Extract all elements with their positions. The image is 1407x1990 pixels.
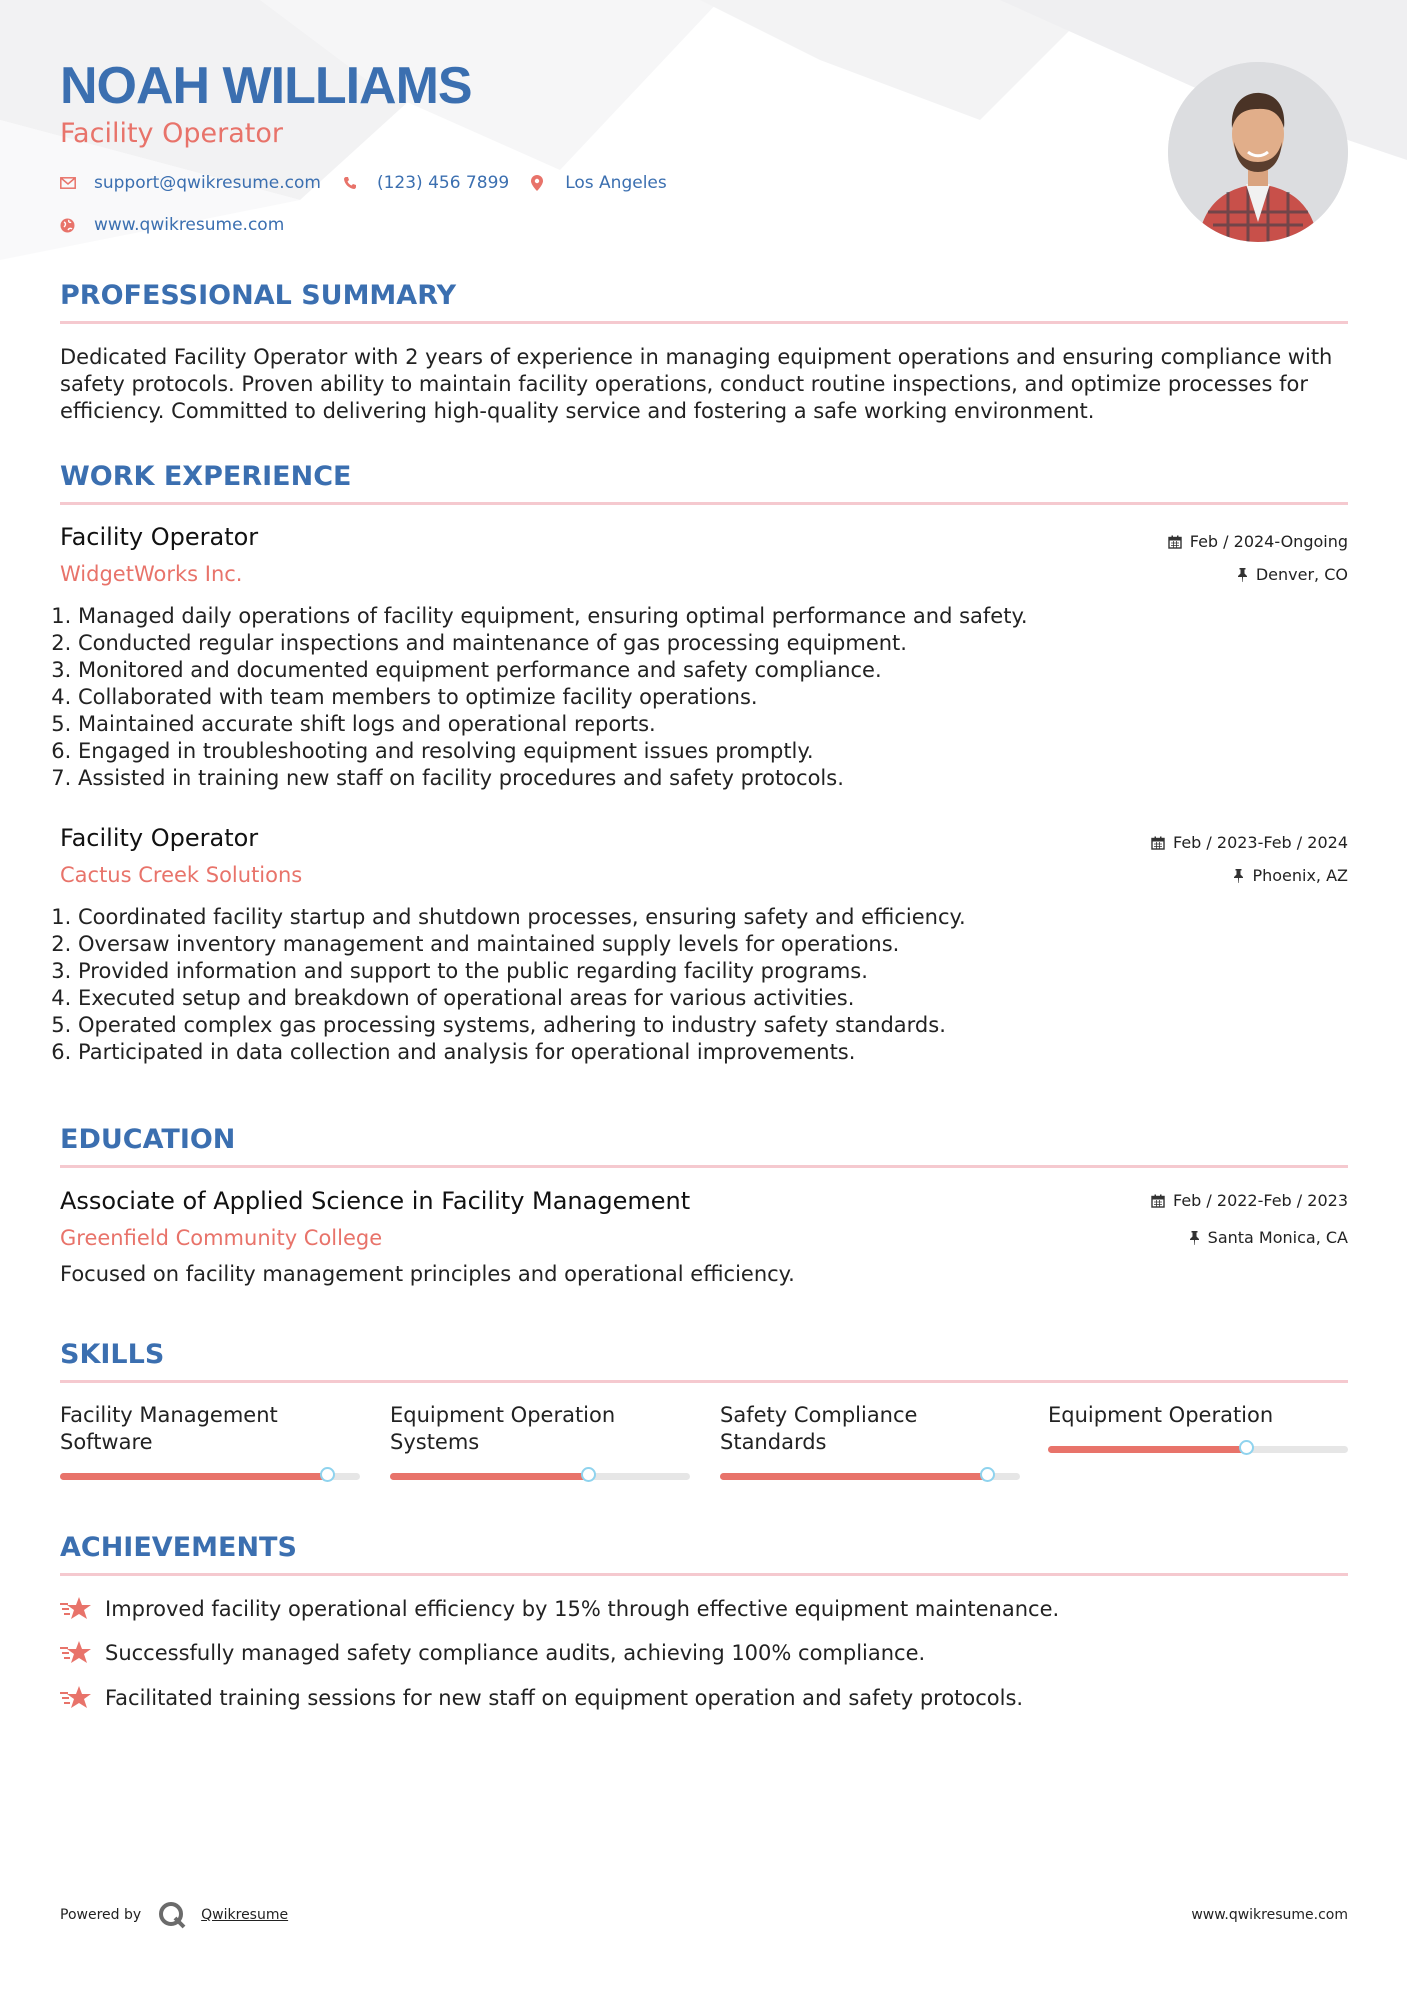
education-divider (60, 1165, 1348, 1168)
calendar-icon (1151, 1194, 1165, 1208)
qwikresume-logo-icon (157, 1900, 187, 1930)
list-item: 1. Coordinated facility startup and shutdown processes, ensuring safety and efficiency. (78, 904, 1348, 931)
globe-icon (60, 218, 94, 233)
skill-item (1048, 1402, 1348, 1429)
experience-divider (60, 502, 1348, 505)
job-dates (1168, 532, 1348, 551)
skill-bar-knob (1239, 1440, 1254, 1455)
school-name: Greenfield Community College (60, 1226, 383, 1250)
education-dates-text: Feb / 2022-Feb / 2023 (1173, 1191, 1348, 1210)
powered-by-label: Powered by (60, 1907, 142, 1923)
education-heading: EDUCATION (60, 1124, 236, 1155)
profile-photo (1168, 62, 1348, 242)
list-item: 5. Maintained accurate shift logs and operational reports. (78, 711, 1348, 738)
skill-bar (390, 1473, 690, 1480)
list-item: 6. Engaged in troubleshooting and resolving equipment issues promptly. (78, 738, 1348, 765)
skill-item (60, 1402, 360, 1456)
education-location-text: Santa Monica, CA (1207, 1228, 1348, 1247)
skill-bar (1048, 1446, 1348, 1453)
list-item: 6. Participated in data collection and analysis for operational improvements. (78, 1039, 1348, 1066)
contact-row (60, 173, 667, 193)
calendar-icon (1168, 535, 1182, 549)
job-dates (1151, 833, 1348, 852)
job-location-text: Denver, CO (1255, 565, 1348, 584)
achievement-text: Improved facility operational efficiency by 15% through effective equipment maintenance. (105, 1597, 1060, 1621)
candidate-title: Facility Operator (60, 118, 283, 149)
skill-bar-knob (581, 1467, 596, 1482)
list-item: 3. Provided information and support to the public regarding facility programs. (78, 958, 1348, 985)
footer-url[interactable]: www.qwikresume.com (1191, 1907, 1348, 1923)
company-name: Cactus Creek Solutions (60, 863, 303, 887)
skills-divider (60, 1380, 1348, 1383)
achievement-text: Facilitated training sessions for new staff on equipment operation and safety protocols. (105, 1686, 1024, 1710)
summary-divider (60, 321, 1348, 324)
star-icon (60, 1640, 105, 1666)
skill-label: Equipment Operation (1048, 1403, 1274, 1427)
pushpin-icon (1189, 1231, 1200, 1245)
company-name: WidgetWorks Inc. (60, 562, 243, 586)
education-dates (1151, 1191, 1348, 1210)
skill-bar (60, 1473, 360, 1480)
achievement-text: Successfully managed safety compliance audits, achieving 100% compliance. (105, 1641, 926, 1665)
star-icon (60, 1685, 105, 1711)
list-item: 3. Monitored and documented equipment performance and safety compliance. (78, 657, 1348, 684)
list-item: 4. Executed setup and breakdown of operational areas for various activities. (78, 985, 1348, 1012)
skill-item (390, 1402, 690, 1456)
job-2-bullets (60, 904, 1348, 1066)
list-item: 4. Collaborated with team members to optimize facility operations. (78, 684, 1348, 711)
education-location (1189, 1228, 1348, 1247)
job-location-text: Phoenix, AZ (1252, 866, 1348, 885)
profile-photo-illustration (1168, 62, 1348, 242)
education-description: Focused on facility management principles and operational efficiency. (60, 1262, 795, 1286)
star-icon (60, 1596, 105, 1622)
list-item: 5. Operated complex gas processing systems, adhering to industry safety standards. (78, 1012, 1348, 1039)
skill-bar-fill (720, 1473, 987, 1480)
website-row (60, 215, 284, 235)
list-item: 1. Managed daily operations of facility equipment, ensuring optimal performance and safety. (78, 603, 1348, 630)
location-text: Los Angeles (565, 173, 667, 193)
experience-heading: WORK EXPERIENCE (60, 461, 352, 492)
skill-bar-knob (980, 1467, 995, 1482)
job-title: Facility Operator (60, 824, 259, 852)
job-location (1237, 565, 1348, 584)
pushpin-icon (1237, 568, 1248, 582)
map-pin-icon (531, 175, 565, 191)
achievements-divider (60, 1573, 1348, 1576)
job-dates-text: Feb / 2024-Ongoing (1189, 532, 1348, 551)
footer-powered-by (60, 1900, 288, 1930)
pushpin-icon (1233, 869, 1244, 883)
job-dates-text: Feb / 2023-Feb / 2024 (1173, 833, 1348, 852)
skill-label: Equipment Operation Systems (390, 1403, 616, 1454)
phone-number[interactable]: (123) 456 7899 (376, 173, 510, 193)
job-location (1233, 866, 1348, 885)
skill-bar-knob (320, 1467, 335, 1482)
degree-title: Associate of Applied Science in Facility Management (60, 1187, 691, 1215)
skill-label: Facility Management Software (60, 1403, 278, 1454)
list-item: 2. Conducted regular inspections and maintenance of gas processing equipment. (78, 630, 1348, 657)
list-item: 7. Assisted in training new staff on facility procedures and safety protocols. (78, 765, 1348, 792)
email-link[interactable]: support@qwikresume.com (94, 173, 321, 193)
skill-bar (720, 1473, 1020, 1480)
skills-heading: SKILLS (60, 1339, 165, 1370)
job-1-bullets (60, 603, 1348, 792)
skill-label: Safety Compliance Standards (720, 1403, 918, 1454)
achievement-item (60, 1640, 925, 1666)
list-item: 2. Oversaw inventory management and maintained supply levels for operations. (78, 931, 1348, 958)
achievements-heading: ACHIEVEMENTS (60, 1532, 297, 1563)
skill-bar-fill (60, 1473, 327, 1480)
envelope-icon (60, 177, 94, 189)
phone-icon (343, 176, 377, 190)
skill-item (720, 1402, 1020, 1456)
qwikresume-link[interactable]: Qwikresume (201, 1907, 289, 1923)
calendar-icon (1151, 836, 1165, 850)
summary-heading: PROFESSIONAL SUMMARY (60, 280, 457, 311)
achievement-item (60, 1685, 1023, 1711)
skill-bar-fill (1048, 1446, 1246, 1453)
candidate-name: NOAH WILLIAMS (60, 57, 472, 115)
summary-text: Dedicated Facility Operator with 2 years of experience in managing equipment operations and ensuring compliance with safety protocols. Proven ability to maintain facility operations, conduct routine inspections, and optimize processes for efficiency. Committed to delivering high-quality service and fostering a safe working environment. (60, 345, 1333, 423)
job-title: Facility Operator (60, 523, 259, 551)
skill-bar-fill (390, 1473, 588, 1480)
website-link[interactable]: www.qwikresume.com (94, 215, 285, 235)
achievement-item (60, 1596, 1059, 1622)
